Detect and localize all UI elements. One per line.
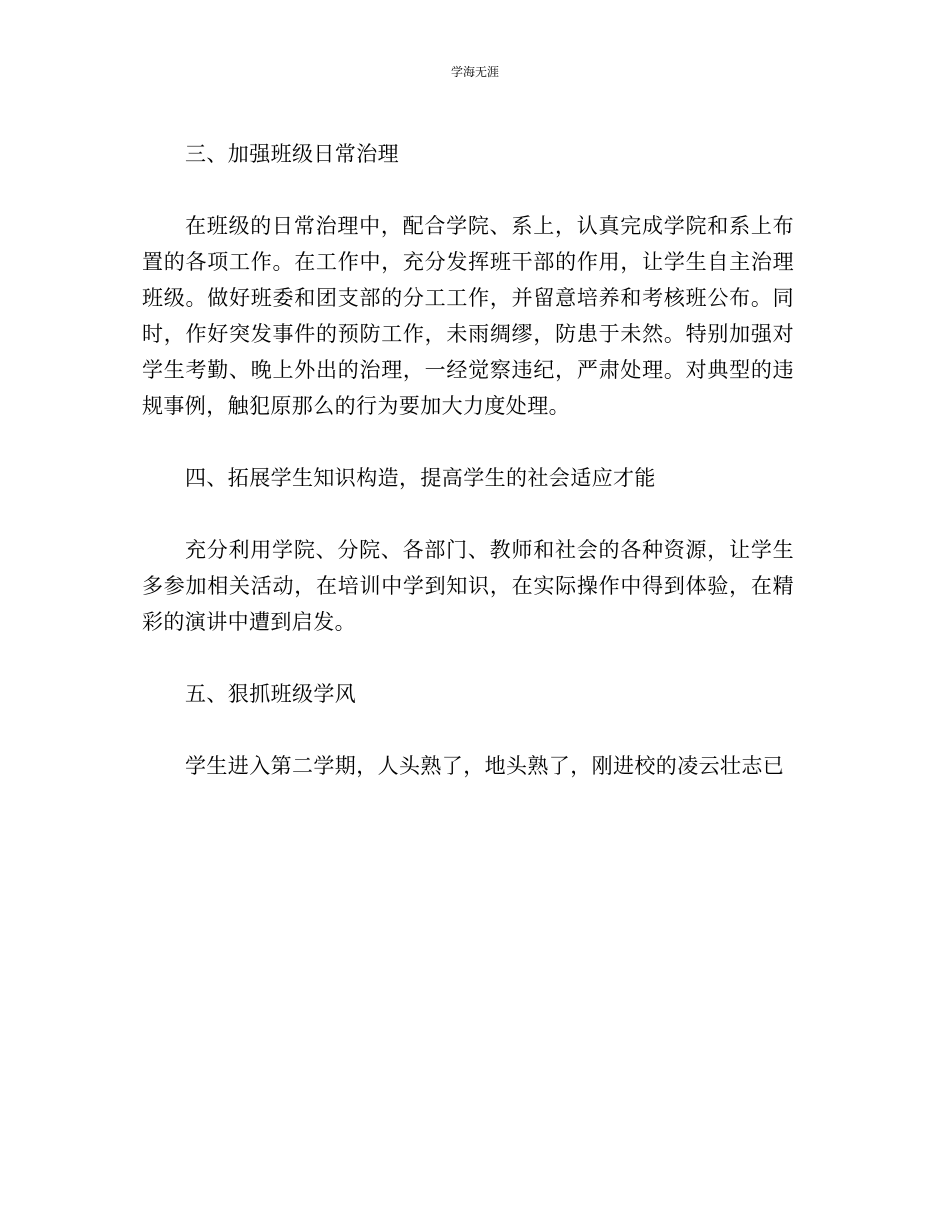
section-heading: 五、狠抓班级学风 [185, 682, 357, 706]
section-heading: 四、拓展学生知识构造，提高学生的社会适应才能 [185, 466, 656, 490]
section-paragraph: 充分利用学院、分院、各部门、教师和社会的各种资源，让学生多参加相关活动，在培训中学到知识，在实际操作中得到体验，在精彩的演讲中遭到启发。 [142, 538, 794, 634]
section-paragraph: 在班级的日常治理中，配合学院、系上，认真完成学院和系上布置的各项工作。在工作中，充分发挥班干部的作用，让学生自主治理班级。做好班委和团支部的分工工作，并留意培养和考核班公布。同时，作好突发事件的预防工作，未雨绸缪，防患于未然。特别加强对学生考勤、晚上外出的治理，一经觉察违纪，严肃处理。对典型的违规事例，触犯原那么的行为要加大力度处理。 [142, 214, 794, 418]
document-body [142, 136, 794, 820]
page-header: 学海无涯 [450, 65, 499, 79]
section-paragraph: 学生进入第二学期，人头熟了，地头熟了，刚进校的凌云壮志已 [185, 754, 785, 778]
section-heading: 三、加强班级日常治理 [185, 142, 399, 166]
